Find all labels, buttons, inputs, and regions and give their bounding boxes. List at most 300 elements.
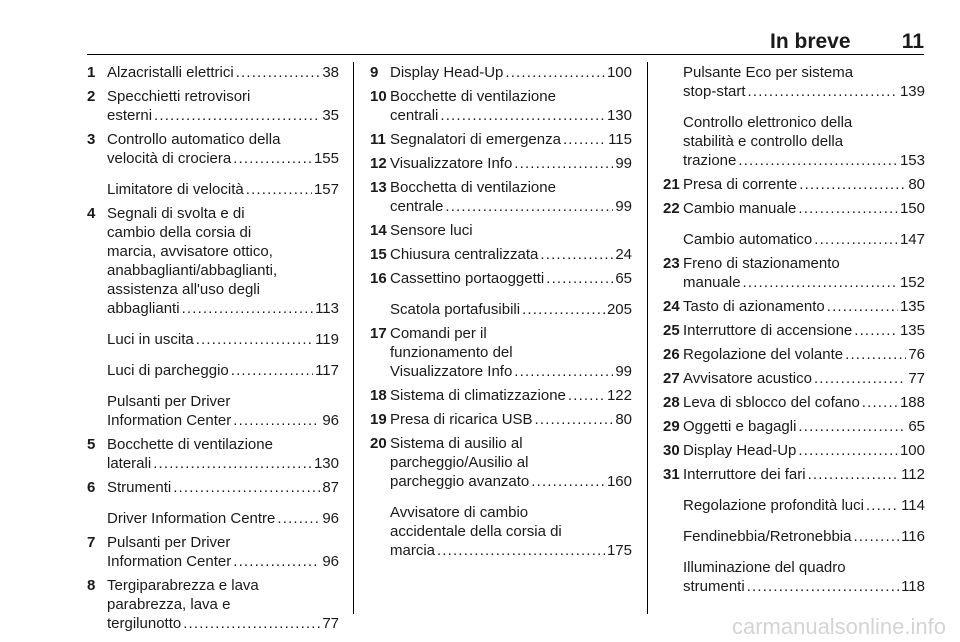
index-entry — [663, 175, 925, 194]
entry-body — [107, 478, 339, 497]
entry-number: 5 — [87, 436, 96, 453]
entry-label-line: Visualizzatore Info — [390, 363, 513, 380]
entry-page: 65 — [615, 270, 632, 287]
index-entry — [87, 509, 339, 528]
dot-leader — [568, 386, 605, 405]
entry-number: 30 — [663, 442, 680, 459]
dot-leader — [153, 454, 312, 473]
entry-number: 15 — [370, 246, 387, 263]
dot-leader — [563, 130, 606, 149]
entry-number — [370, 503, 390, 560]
dot-leader — [748, 82, 898, 101]
entry-label-line: Chiusura centralizzata — [390, 246, 539, 263]
entry-page: 96 — [322, 412, 339, 429]
entry-last-line — [107, 411, 339, 430]
entry-last-line — [107, 330, 339, 349]
entry-body — [683, 527, 925, 546]
entry-label-line: Information Center — [107, 553, 232, 570]
index-entry — [663, 369, 925, 388]
entry-body — [683, 63, 925, 101]
dot-leader — [853, 527, 899, 546]
entry-body — [107, 204, 339, 318]
entry-page: 130 — [606, 107, 632, 124]
dot-leader — [798, 441, 898, 460]
entry-page: 153 — [899, 152, 925, 169]
entry-number — [663, 113, 683, 170]
entry-page: 38 — [322, 64, 339, 81]
entry-label-line: Bocchette di ventilazione — [107, 436, 273, 453]
entry-label-line: Bocchetta di ventilazione — [390, 179, 556, 196]
entry-body — [390, 434, 632, 491]
entry-number — [663, 527, 683, 546]
entry-label-line: Pulsante Eco per sistema — [683, 64, 854, 81]
index-entry — [87, 130, 339, 168]
page-number: 11 — [901, 30, 924, 53]
entry-label-line: Cambio automatico — [683, 231, 813, 248]
entry-number: 8 — [87, 577, 96, 594]
entry-label-line: Freno di stazionamento — [683, 255, 840, 272]
dot-leader — [798, 199, 898, 218]
entry-number: 28 — [663, 394, 680, 411]
entry-number: 10 — [370, 88, 387, 105]
entry-number: 14 — [370, 222, 387, 239]
index-entry — [370, 300, 632, 319]
entry-page: 87 — [322, 479, 339, 496]
entry-page: 77 — [322, 615, 339, 632]
index-entry — [663, 254, 925, 292]
index-entry — [663, 321, 925, 340]
entry-last-line — [683, 82, 925, 101]
entry-label-line: stop-start — [683, 83, 746, 100]
index-entry — [87, 478, 339, 497]
entry-label-line: Regolazione profondità luci — [683, 497, 864, 514]
entry-page: 188 — [899, 394, 925, 411]
entry-body — [683, 254, 925, 292]
entry-body — [390, 130, 632, 149]
dot-leader — [437, 541, 605, 560]
dot-leader — [747, 577, 899, 596]
entry-label-line: tergilunotto — [107, 615, 182, 632]
dot-leader — [743, 273, 898, 292]
dot-leader — [233, 411, 320, 430]
index-entry — [87, 180, 339, 199]
entry-label-line: strumenti — [683, 578, 745, 595]
dot-leader — [236, 63, 321, 82]
entry-last-line — [683, 199, 925, 218]
entry-body — [107, 361, 339, 380]
entry-number: 19 — [370, 411, 387, 428]
entry-body — [390, 300, 632, 319]
entry-label-line: Presa di ricarica USB — [390, 411, 533, 428]
dot-leader — [827, 297, 898, 316]
dot-leader — [866, 496, 899, 515]
entry-page: 35 — [322, 107, 339, 124]
entry-number: 11 — [370, 131, 386, 148]
entry-label-line: esterni — [107, 107, 153, 124]
entry-number: 21 — [663, 176, 680, 193]
entry-label-line: Oggetti e bagagli — [683, 418, 797, 435]
entry-body — [107, 533, 339, 571]
entry-body — [683, 321, 925, 340]
entry-label-line: parabrezza, lava e — [107, 596, 231, 613]
entry-label-line: Luci in uscita — [107, 331, 194, 348]
entry-last-line — [390, 197, 632, 216]
entry-label-line: cambio della corsia di — [107, 224, 252, 241]
entry-page: 135 — [899, 298, 925, 315]
entry-label-line: centrale — [390, 198, 444, 215]
dot-leader — [854, 321, 898, 340]
dot-leader — [246, 180, 312, 199]
column-divider — [647, 62, 648, 614]
watermark: carmanualsonline.info — [731, 614, 946, 639]
entry-body — [390, 386, 632, 405]
entry-page: 77 — [908, 370, 925, 387]
entry-body — [390, 269, 632, 288]
entry-label-line: Sensore luci — [390, 222, 473, 239]
entry-label-line: Comandi per il — [390, 325, 487, 342]
dot-leader — [546, 269, 613, 288]
entry-body — [107, 330, 339, 349]
entry-label-line: accidentale della corsia di — [390, 523, 562, 540]
entry-page: 112 — [901, 466, 925, 483]
index-entry — [663, 393, 925, 412]
entry-label-line: Sistema di climatizzazione — [390, 387, 566, 404]
entry-last-line — [390, 300, 632, 319]
dot-leader — [808, 465, 900, 484]
entry-page: 152 — [899, 274, 925, 291]
entry-body — [683, 199, 925, 218]
entry-number: 31 — [663, 466, 680, 483]
dot-leader — [862, 393, 898, 412]
entry-body — [683, 441, 925, 460]
dot-leader — [814, 230, 898, 249]
index-entry — [663, 297, 925, 316]
entry-label-line: marcia — [390, 542, 436, 559]
entry-page: 24 — [615, 246, 632, 263]
dot-leader — [154, 106, 320, 125]
entry-label-line: Interruttore di accensione — [683, 322, 853, 339]
entry-body — [107, 87, 339, 125]
entry-number: 16 — [370, 270, 387, 287]
entry-page: 80 — [908, 176, 925, 193]
entry-label-line: Presa di corrente — [683, 176, 798, 193]
entry-number — [370, 300, 390, 319]
dot-leader — [182, 299, 314, 318]
entry-last-line — [683, 369, 925, 388]
entry-body — [683, 175, 925, 194]
entry-label-line: Fendinebbia/Retronebbia — [683, 528, 852, 545]
entry-page: 147 — [899, 231, 925, 248]
index-entry — [370, 269, 632, 288]
entry-label-line: stabilità e controllo della — [683, 133, 844, 150]
entry-label-line: Sistema di ausilio al — [390, 435, 523, 452]
entry-page: 130 — [313, 455, 339, 472]
entry-page: 122 — [606, 387, 632, 404]
entry-body — [390, 221, 632, 240]
entry-body — [107, 509, 339, 528]
entry-number: 26 — [663, 346, 680, 363]
index-entry — [87, 392, 339, 430]
entry-body — [390, 87, 632, 125]
index-entry — [370, 245, 632, 264]
index-entry — [87, 533, 339, 571]
entry-label-line: Controllo elettronico della — [683, 114, 853, 131]
entry-last-line — [683, 496, 925, 515]
entry-page: 100 — [606, 64, 632, 81]
entry-last-line — [683, 321, 925, 340]
entry-page: 139 — [899, 83, 925, 100]
entry-page: 99 — [615, 155, 632, 172]
entry-body — [683, 345, 925, 364]
entry-body — [683, 369, 925, 388]
entry-body — [683, 558, 925, 596]
entry-label-line: Interruttore dei fari — [683, 466, 806, 483]
column-divider — [353, 62, 354, 614]
entry-last-line — [683, 441, 925, 460]
entry-label-line: Tasto di azionamento — [683, 298, 825, 315]
entry-label-line: abbaglianti — [107, 300, 180, 317]
entry-body — [107, 63, 339, 82]
entry-body — [390, 154, 632, 173]
entry-last-line — [390, 386, 632, 405]
entry-label-line: Limitatore di velocità — [107, 181, 244, 198]
entry-label-line: Driver Information Centre — [107, 510, 276, 527]
entry-last-line — [390, 472, 632, 491]
entry-label-line: Scatola portafusibili — [390, 301, 521, 318]
index-entry — [87, 576, 339, 633]
entry-page: 100 — [899, 442, 925, 459]
entry-number — [663, 558, 683, 596]
dot-leader — [814, 369, 906, 388]
entry-number: 25 — [663, 322, 680, 339]
entry-label-line: Specchietti retrovisori — [107, 88, 251, 105]
entry-label-line: Alzacristalli elettrici — [107, 64, 234, 81]
index-entry — [87, 87, 339, 125]
entry-number: 7 — [87, 534, 96, 551]
index-entry — [663, 441, 925, 460]
dot-leader — [196, 330, 313, 349]
entry-body — [390, 245, 632, 264]
entry-label-line: trazione — [683, 152, 737, 169]
dot-leader — [514, 154, 613, 173]
entry-number: 17 — [370, 325, 387, 342]
entry-last-line — [107, 614, 339, 633]
entry-last-line — [107, 106, 339, 125]
entry-last-line — [107, 509, 339, 528]
entry-label-line: Segnalatori di emergenza — [390, 131, 561, 148]
entry-body — [390, 63, 632, 82]
entry-label-line: Luci di parcheggio — [107, 362, 229, 379]
index-column-1 — [87, 63, 339, 638]
entry-last-line — [107, 149, 339, 168]
entry-number: 23 — [663, 255, 680, 272]
entry-number: 4 — [87, 205, 96, 222]
entry-body — [390, 410, 632, 429]
entry-page: 116 — [901, 528, 925, 545]
entry-body — [683, 465, 925, 484]
entry-label-line: Controllo automatico della — [107, 131, 281, 148]
index-entry — [370, 503, 632, 560]
entry-page: 118 — [901, 578, 925, 595]
dot-leader — [514, 362, 613, 381]
entry-body — [390, 503, 632, 560]
entry-label-line: parcheggio/Ausilio al — [390, 454, 529, 471]
index-entry — [663, 230, 925, 249]
dot-leader — [233, 552, 320, 571]
index-entry — [370, 154, 632, 173]
entry-label-line: Regolazione del volante — [683, 346, 844, 363]
entry-body — [683, 496, 925, 515]
entry-label-line: parcheggio avanzato — [390, 473, 530, 490]
entry-label-line: anabbaglianti/abbaglianti, — [107, 262, 278, 279]
entry-page: 96 — [322, 510, 339, 527]
entry-last-line — [683, 345, 925, 364]
entry-label-line: centrali — [390, 107, 439, 124]
entry-number: 20 — [370, 435, 387, 452]
entry-last-line — [107, 299, 339, 318]
entry-label-line: manuale — [683, 274, 741, 291]
index-entry — [87, 361, 339, 380]
entry-number: 2 — [87, 88, 96, 105]
entry-number: 13 — [370, 179, 387, 196]
index-entry — [370, 434, 632, 491]
entry-page: 160 — [606, 473, 632, 490]
entry-last-line — [683, 527, 925, 546]
entry-last-line — [390, 154, 632, 173]
index-entry — [370, 63, 632, 82]
dot-leader — [540, 245, 613, 264]
entry-label-line: velocità di crociera — [107, 150, 232, 167]
entry-last-line — [107, 552, 339, 571]
entry-label-line: Display Head-Up — [390, 64, 504, 81]
entry-body — [683, 297, 925, 316]
index-entry — [663, 63, 925, 101]
entry-label-line: Avvisatore acustico — [683, 370, 812, 387]
index-entry — [663, 199, 925, 218]
entry-last-line — [683, 577, 925, 596]
entry-last-line — [390, 221, 632, 240]
entry-label-line: Pulsanti per Driver — [107, 534, 231, 551]
entry-number — [87, 180, 107, 199]
entry-label-line: Pulsanti per Driver — [107, 393, 231, 410]
entry-label-line: assistenza all'uso degli — [107, 281, 260, 298]
dot-leader — [440, 106, 605, 125]
entry-label-line: Cassettino portaoggetti — [390, 270, 545, 287]
entry-page: 99 — [615, 198, 632, 215]
entry-label-line: marcia, avvisatore ottico, — [107, 243, 273, 260]
entry-number — [87, 330, 107, 349]
entry-last-line — [390, 130, 632, 149]
entry-body — [107, 576, 339, 633]
entry-last-line — [390, 269, 632, 288]
entry-label-line: Cambio manuale — [683, 200, 797, 217]
dot-leader — [505, 63, 605, 82]
dot-leader — [445, 197, 613, 216]
index-entry — [663, 465, 925, 484]
index-entry — [370, 130, 632, 149]
entry-number — [663, 230, 683, 249]
index-entry — [370, 386, 632, 405]
entry-label-line: Strumenti — [107, 479, 172, 496]
index-entry — [370, 87, 632, 125]
dot-leader — [231, 361, 313, 380]
entry-last-line — [390, 541, 632, 560]
entry-last-line — [683, 151, 925, 170]
entry-number — [663, 63, 683, 101]
index-entry — [87, 204, 339, 318]
entry-body — [390, 178, 632, 216]
entry-last-line — [390, 106, 632, 125]
index-entry — [663, 496, 925, 515]
dot-leader — [845, 345, 906, 364]
entry-label-line: laterali — [107, 455, 152, 472]
entry-number — [87, 509, 107, 528]
entry-last-line — [683, 230, 925, 249]
dot-leader — [277, 509, 320, 528]
entry-body — [107, 130, 339, 168]
dot-leader — [183, 614, 320, 633]
entry-number: 3 — [87, 131, 96, 148]
entry-number: 12 — [370, 155, 387, 172]
entry-page: 80 — [615, 411, 632, 428]
entry-last-line — [683, 297, 925, 316]
entry-last-line — [390, 245, 632, 264]
index-column-2 — [370, 63, 632, 565]
header-divider — [87, 54, 924, 55]
entry-last-line — [390, 410, 632, 429]
dot-leader — [535, 410, 614, 429]
entry-last-line — [683, 417, 925, 436]
entry-page: 155 — [313, 150, 339, 167]
index-entry — [663, 417, 925, 436]
entry-label-line: Illuminazione del quadro — [683, 559, 846, 576]
entry-body — [107, 180, 339, 199]
entry-number: 18 — [370, 387, 387, 404]
entry-page: 99 — [615, 363, 632, 380]
index-column-3 — [663, 63, 925, 601]
entry-label-line: Leva di sblocco del cofano — [683, 394, 860, 411]
entry-label-line: Segnali di svolta e di — [107, 205, 245, 222]
entry-label-line: funzionamento del — [390, 344, 513, 361]
dot-leader — [531, 472, 605, 491]
entry-last-line — [390, 63, 632, 82]
entry-number: 24 — [663, 298, 680, 315]
index-entry — [87, 435, 339, 473]
entry-number: 6 — [87, 479, 96, 496]
index-entry — [370, 178, 632, 216]
entry-label-line: Visualizzatore Info — [390, 155, 513, 172]
entry-page: 157 — [313, 181, 339, 198]
dot-leader — [233, 149, 312, 168]
entry-body — [107, 435, 339, 473]
entry-number: 22 — [663, 200, 680, 217]
entry-last-line — [390, 362, 632, 381]
entry-last-line — [683, 175, 925, 194]
entry-page: 119 — [315, 331, 339, 348]
entry-label-line: Tergiparabrezza e lava — [107, 577, 259, 594]
entry-label-line: Avvisatore di cambio — [390, 504, 529, 521]
entry-number: 1 — [87, 64, 96, 81]
entry-last-line — [107, 361, 339, 380]
entry-page: 175 — [606, 542, 632, 559]
dot-leader — [738, 151, 898, 170]
entry-page: 135 — [899, 322, 925, 339]
entry-page: 65 — [908, 418, 925, 435]
entry-last-line — [683, 393, 925, 412]
entry-label-line: Display Head-Up — [683, 442, 797, 459]
entry-body — [107, 392, 339, 430]
entry-number — [663, 496, 683, 515]
